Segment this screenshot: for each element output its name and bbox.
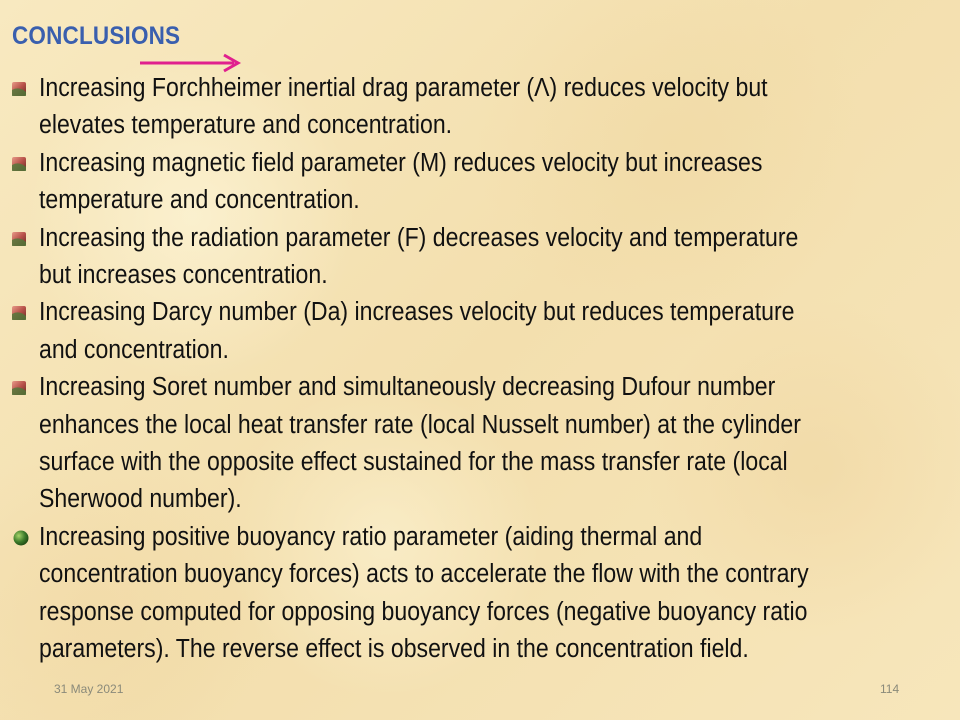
list-item xyxy=(0,369,960,519)
list-item xyxy=(0,145,960,220)
red-square-bullet-icon xyxy=(10,155,28,173)
page-title: CONCLUSIONS xyxy=(12,22,181,50)
conclusions-list xyxy=(0,70,960,669)
list-item xyxy=(0,294,960,369)
list-item xyxy=(0,519,960,669)
list-item-text: Increasing positive buoyancy ratio parameter (aiding thermal and concentration buoyancy forces) acts to accelerate the flow with the contrary response computed for opposing buoyancy forces (negative buoyancy ratio parameters). The reverse effect is observed in the concentration field. xyxy=(39,522,809,664)
list-item-text: Increasing the radiation parameter (F) decreases velocity and temperature but increases concentration. xyxy=(39,223,799,290)
list-item xyxy=(0,70,960,145)
list-item-text: Increasing Soret number and simultaneously decreasing Dufour number enhances the local heat transfer rate (local Nusselt number) at the cylinder surface with the opposite effect sustained for the mass transfer rate (local Sherwood number). xyxy=(39,373,801,514)
red-square-bullet-icon xyxy=(10,304,28,322)
list-item-text: Increasing magnetic field parameter (M) reduces velocity but increases temperature and concentration. xyxy=(39,148,763,215)
list-item-text: Increasing Darcy number (Da) increases velocity but reduces temperature and concentration. xyxy=(39,298,795,364)
red-square-bullet-icon xyxy=(10,80,28,98)
list-item xyxy=(0,220,960,295)
footer-date: 31 May 2021 xyxy=(54,682,124,696)
page-number: 114 xyxy=(880,682,900,696)
list-item-text: Increasing Forchheimer inertial drag parameter (Λ) reduces velocity but elevates temperature and concentration. xyxy=(39,74,768,140)
green-round-bullet-icon xyxy=(12,529,30,547)
red-square-bullet-icon xyxy=(10,379,28,397)
red-square-bullet-icon xyxy=(10,230,28,248)
